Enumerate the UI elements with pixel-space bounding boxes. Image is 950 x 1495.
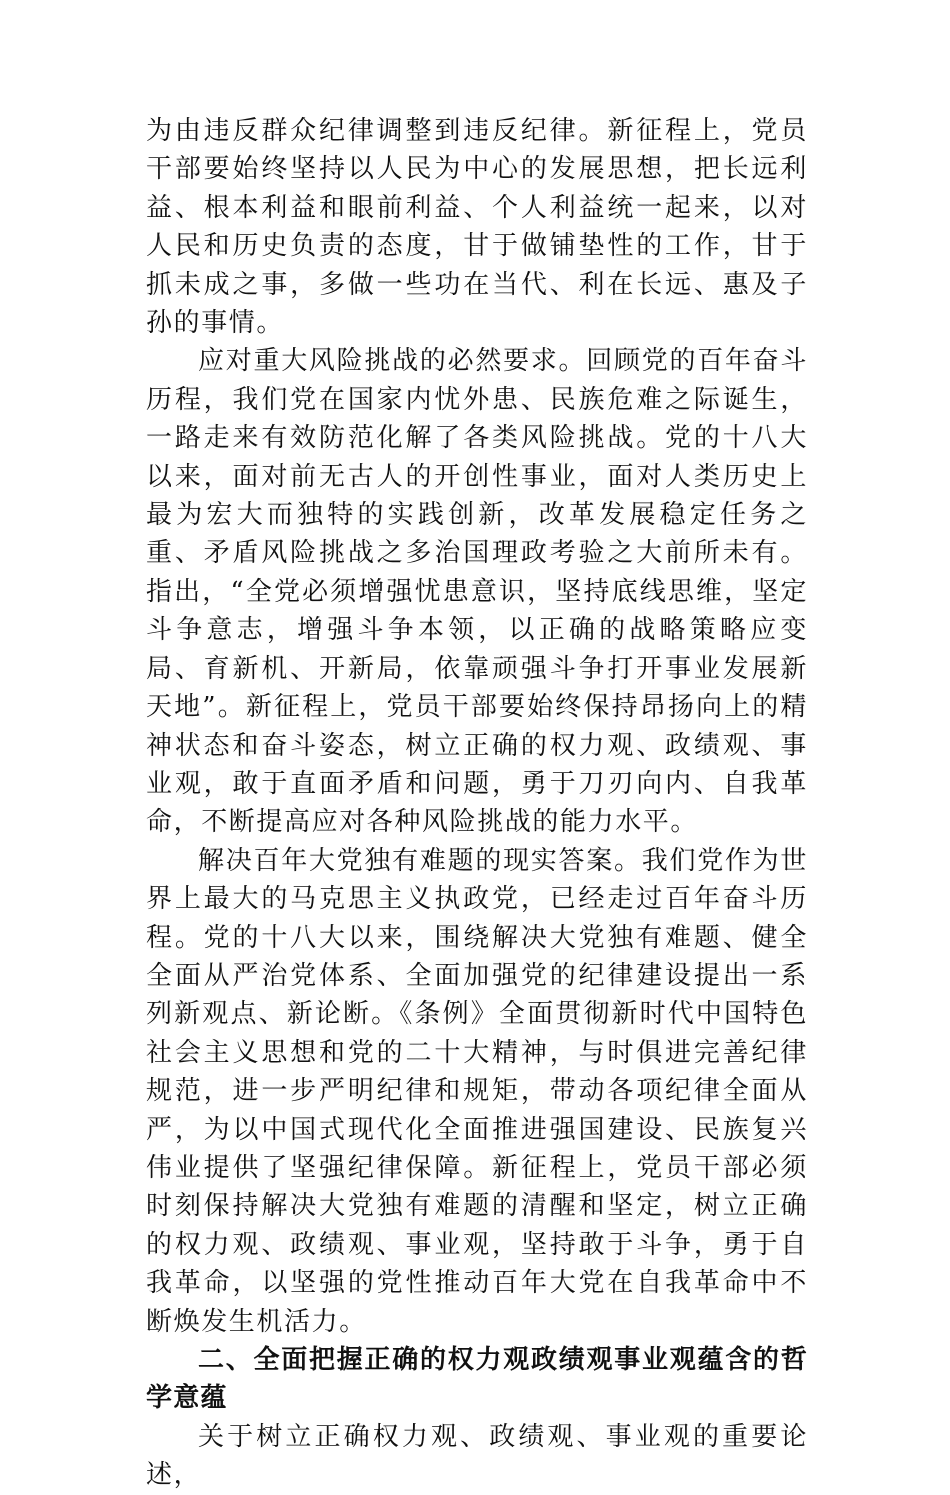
document-body [146, 112, 808, 1495]
paragraph-continued: 为由违反群众纪律调整到违反纪律。新征程上，党员干部要始终坚持以人民为中心的发展思想，把长远利益、根本利益和眼前利益、个人利益统一起来，以对人民和历史负责的态度，甘于做铺垫性的工作，甘于抓未成之事，多做一些功在当代、利在长远、惠及子孙的事情。 [146, 116, 808, 339]
section-heading: 二、全面把握正确的权力观政绩观事业观蕴含的哲学意蕴 [146, 1345, 808, 1414]
paragraph-major-risks: 应对重大风险挑战的必然要求。回顾党的百年奋斗历程，我们党在国家内忧外患、民族危难之际诞生，一路走来有效防范化解了各类风险挑战。党的十八大以来，面对前无古人的开创性事业，面对人类历史上最为宏大而独特的实践创新，改革发展稳定任务之重、矛盾风险挑战之多治国理政考验之大前所未有。指出，“全党必须增强忧患意识，坚持底线思维，坚定斗争意志，增强斗争本领，以正确的战略策略应变局、育新机、开新局，依靠顽强斗争打开事业发展新天地”。新征程上，党员干部要始终保持昂扬向上的精神状态和奋斗姿态，树立正确的权力观、政绩观、事业观，敢于直面矛盾和问题，勇于刀刃向内、自我革命，不断提高应对各种风险挑战的能力水平。 [146, 346, 808, 838]
paragraph-party-problems: 解决百年大党独有难题的现实答案。我们党作为世界上最大的马克思主义执政党，已经走过百年奋斗历程。党的十八大以来，围绕解决大党独有难题、健全全面从严治党体系、全面加强党的纪律建设提出一系列新观点、新论断。《条例》全面贯彻新时代中国特色社会主义思想和党的二十大精神，与时俱进完善纪律规范，进一步严明纪律和规矩，带动各项纪律全面从严，为以中国式现代化全面推进强国建设、民族复兴伟业提供了坚强纪律保障。新征程上，党员干部必须时刻保持解决大党独有难题的清醒和坚定，树立正确的权力观、政绩观、事业观，坚持敢于斗争，勇于自我革命，以坚强的党性推动百年大党在自我革命中不断焕发生机活力。 [146, 845, 808, 1337]
paragraph-section-start: 关于树立正确权力观、政绩观、事业观的重要论述， [146, 1421, 808, 1491]
